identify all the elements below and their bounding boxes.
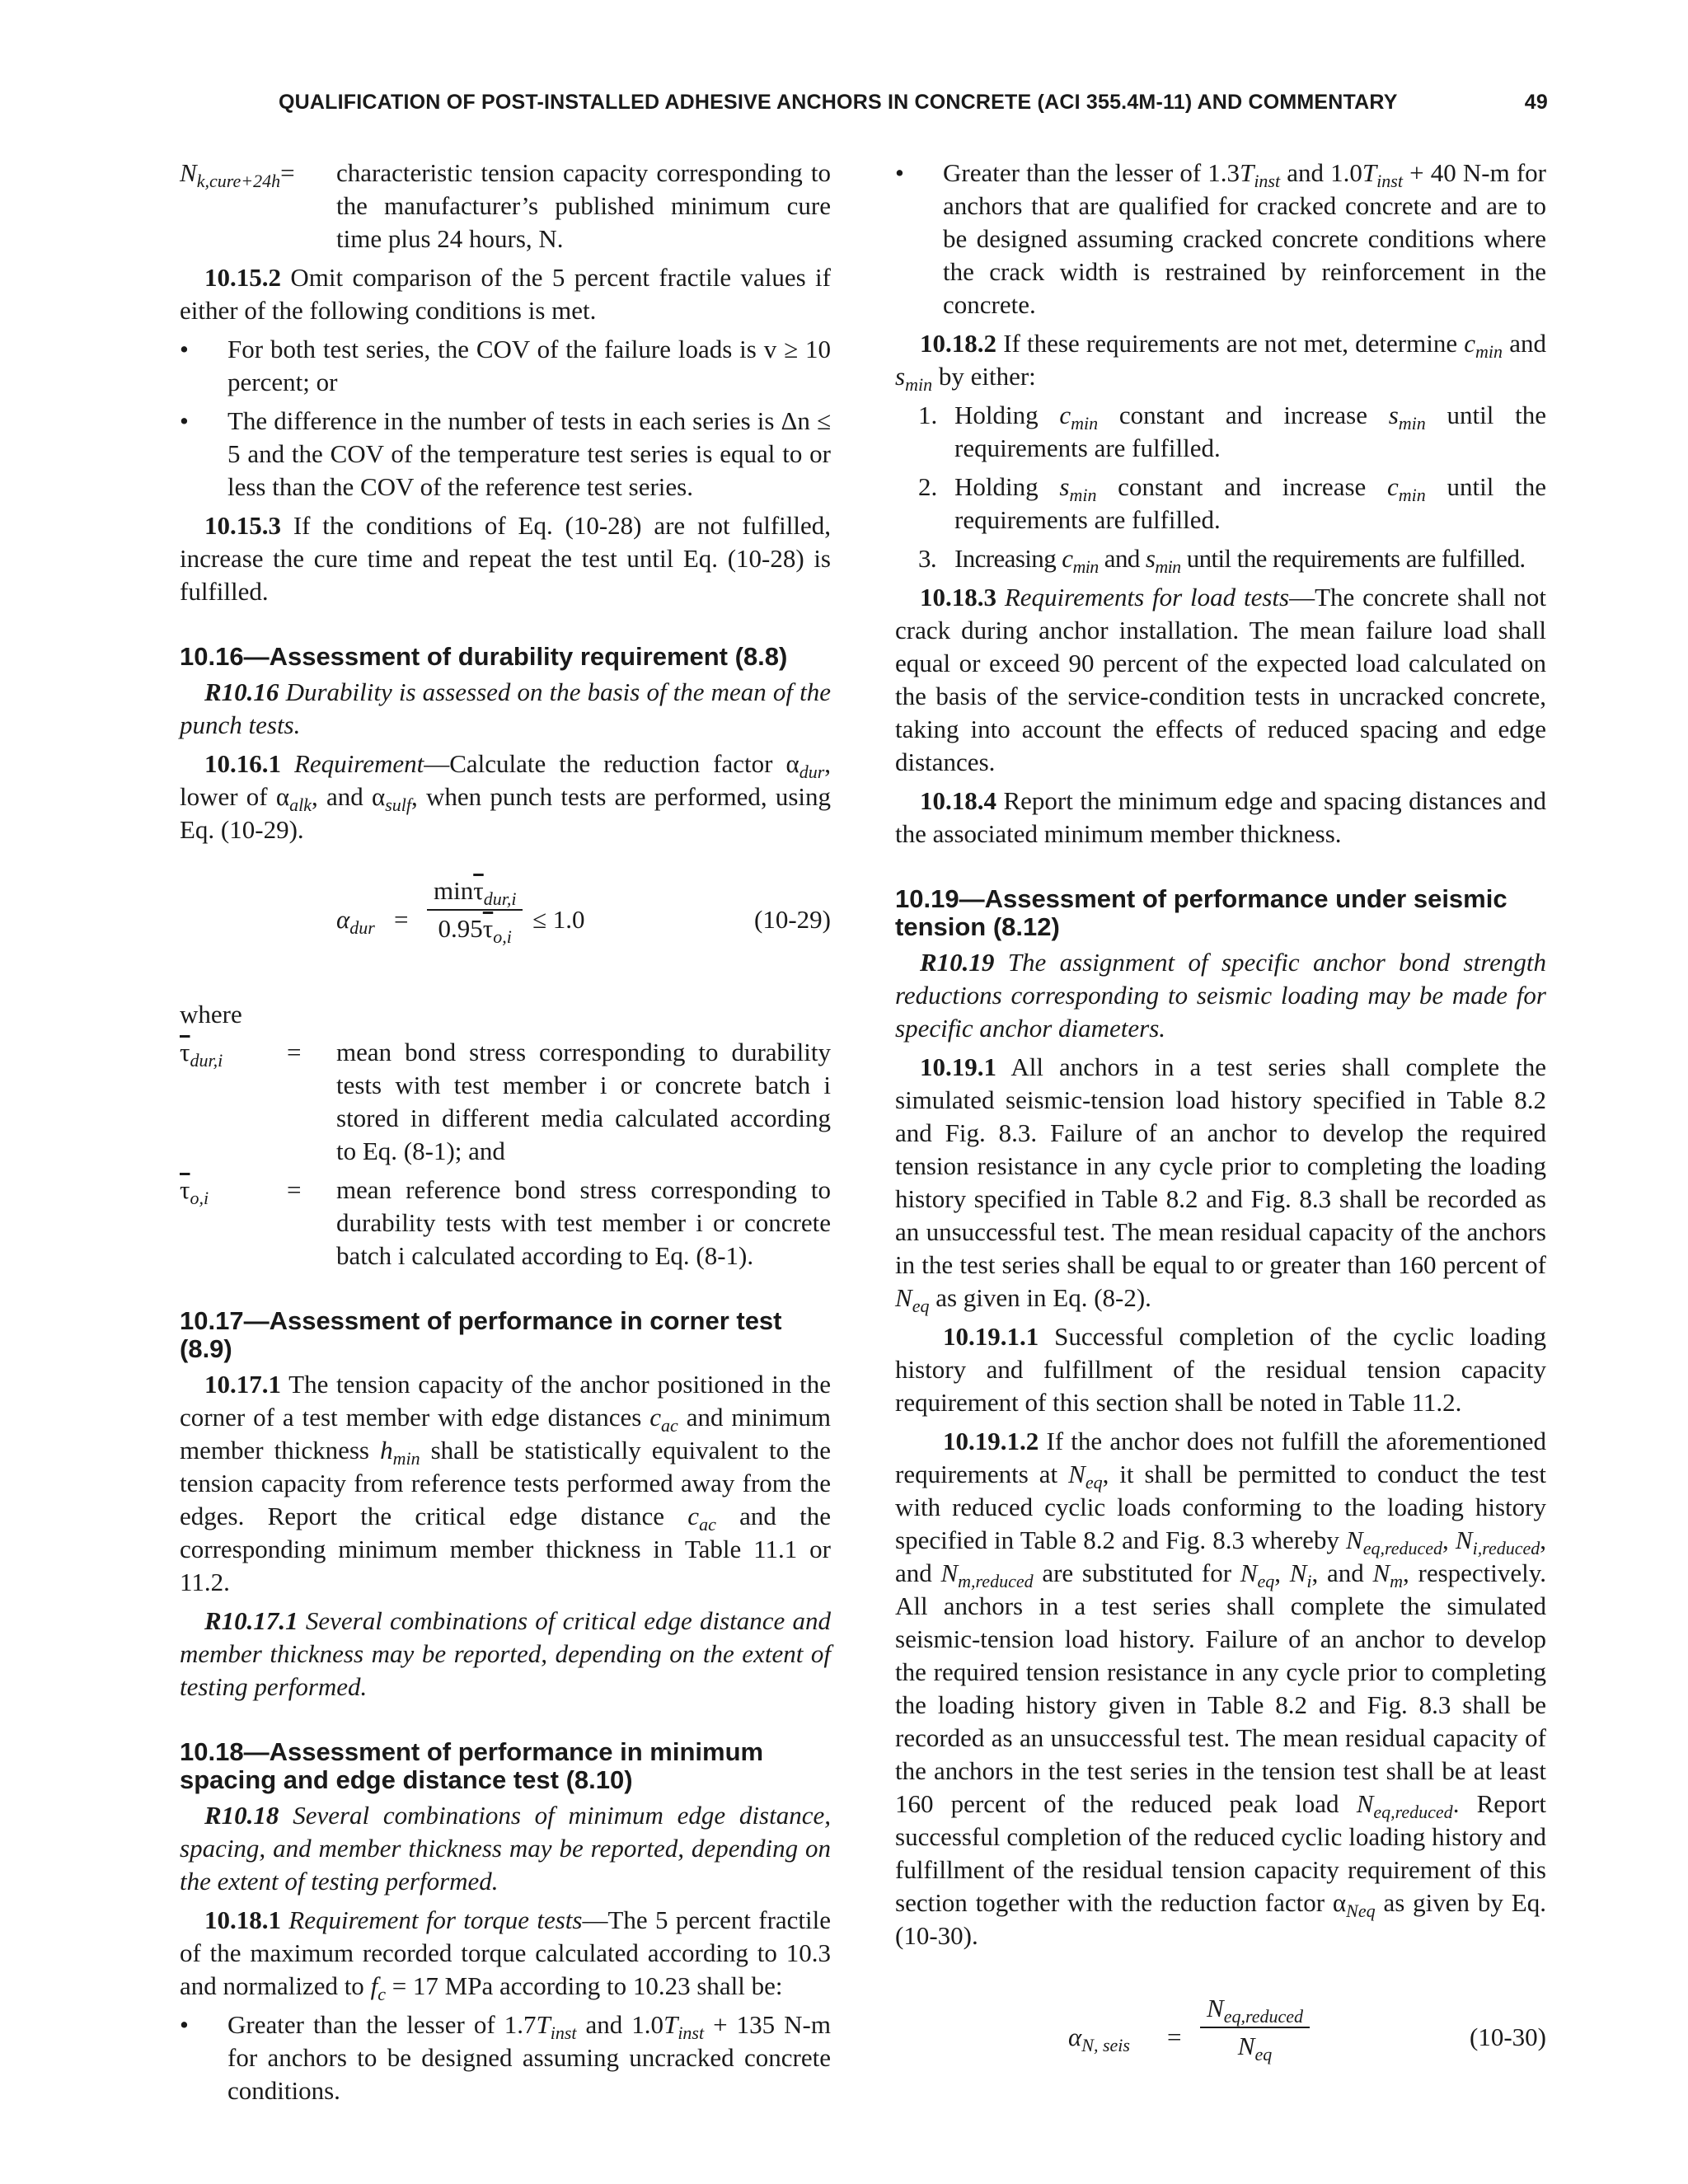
page-header (279, 91, 1548, 120)
section-10-18-3: 10.18.3 Requirements for load tests—The concrete shall not crack during anchor installation. The mean failure load shall equal or exceed 90 percent of the expected load calculated on the basis of the service-condition tests in uncracked concrete, taking into account the effects of reduced spacing and edge distances. (895, 583, 1546, 776)
section-10-15-3: 10.15.3 If the conditions of Eq. (10-28) are not fulfilled, increase the cure time and repeat the test until Eq. (10-28) is fulfilled. (180, 511, 831, 606)
equation-number: (10-29) (754, 905, 831, 934)
definition-tau-o: $\overline{\tau}_{o,i}$ = mean reference bond stress corresponding to durability tests with test member i or concrete batch i calculated according to Eq. (8-1). (180, 1175, 831, 1270)
section-10-16-1: 10.16.1 Requirement—Calculate the reduction factor $\alpha_{dur}$, lower of $\alpha_{alk}$, and $\alpha_{sulf}$, when punch tests are performed, using Eq. (10-29). (180, 749, 832, 844)
section-10-15-2: 10.15.2 Omit comparison of the 5 percent fractile values if either of the following conditions is met. (180, 263, 831, 325)
commentary-r10-17-1: R10.17.1 Several combinations of critical edge distance and member thickness may be reported, depending on the extent of testing performed. (180, 1606, 832, 1701)
definition-nk-cure (180, 157, 831, 255)
bullet-item: • Greater than the lesser of $1.3T_{inst}$ and $1.0T_{inst} + 40$ N-m for anchors that are qualified for cracked concrete and are to be designed assuming cracked concrete conditions where the crack width is restrained by reinforcement in the concrete. (895, 158, 1547, 319)
heading-10-18: 10.18—Assessment of performance in minimum spacing and edge distance test (8.10) (180, 1737, 764, 1794)
section-10-19-1: 10.19.1 All anchors in a test series shall complete the simulated seismic-tension load history specified in Table 8.2 and Fig. 8.3. Failure of an anchor to develop the required tension resistance in any cycle prior to completing the loading history specified in Table 8.2 and Fig. 8.3 shall be recorded as an unsuccessful test. The mean residual capacity of the anchors in the test series shall be equal to or greater than 160 percent of $N_{eq}$ as given in Eq. (8-2). (895, 1052, 1546, 1316)
list-item: 1. Holding $c_{min}$ constant and increase $s_{min}$ until the requirements are fulfilled. (918, 401, 1546, 462)
equation-fraction: $\min\overline{\tau}_{dur,i}$ $0.95\overline{\tau}_{o,i}$ (427, 874, 523, 945)
heading-10-17: 10.17—Assessment of performance in corner test (8.9) (180, 1306, 782, 1363)
section-10-19-1-1: 10.19.1.1 Successful completion of the cyclic loading history and fulfillment of the residual tension capacity requirement of this section shall be noted in Table 11.2. (895, 1322, 1546, 1417)
section-10-18-2: 10.18.2 If these requirements are not met, determine $c_{min}$ and $s_{min}$ by either: (895, 329, 1546, 395)
section-10-18-1: 10.18.1 Requirement for torque tests—The 5 percent fractile of the maximum recorded torque calculated according to 10.3 and normalized to $f_c = 17$ MPa according to 10.23 shall be: (180, 1905, 832, 2004)
heading-10-19: 10.19—Assessment of performance under seismic tension (8.12) (895, 884, 1507, 941)
right-column (895, 157, 1546, 2099)
heading-10-16: 10.16—Assessment of durability requirement (8.8) (180, 642, 788, 671)
where-label: where (180, 1000, 242, 1029)
definition-symbol: $N_{k,cure+24h}=$ (180, 158, 295, 191)
running-title: QUALIFICATION OF POST-INSTALLED ADHESIVE ANCHORS IN CONCRETE (ACI 355.4M-11) AND COMMENTARY (279, 91, 1398, 114)
list-item: 2. Holding $s_{min}$ constant and increase $c_{min}$ until the requirements are fulfilled. (918, 472, 1546, 534)
bullet-item: • The difference in the number of tests in each series is Δn ≤ 5 and the COV of the temperature test series is equal to or less than the COV of the reference test series. (180, 406, 831, 501)
definition-text: characteristic tension capacity corresponding to the manufacturer’s published minimum cure time plus 24 hours, N. (336, 158, 831, 253)
left-column (180, 157, 831, 2113)
equation-10-29: $\alpha_{dur}$ = $\min\overline{\tau}_{dur,i}$ $0.95\overline{\tau}_{o,i}$ ≤ 1.0 (10-29) (336, 876, 831, 947)
bullet-item: • For both test series, the COV of the failure loads is v ≥ 10 percent; or (180, 335, 831, 396)
equation-number: (10-30) (1470, 2022, 1546, 2051)
definition-tau-dur: $\overline{\tau}_{dur,i}$ = mean bond stress corresponding to durability tests with test member i or concrete batch i stored in different media calculated according to Eq. (8-1); and (180, 1038, 831, 1165)
list-item: 3. Increasing $c_{min}$ and $s_{min}$ until the requirements are fulfilled. (918, 544, 1526, 577)
equation-10-30: $\alpha_{N, seis}$ = $N_{eq,reduced}$ $N_{eq}$ (10-30) (1068, 1994, 1546, 2064)
equation-fraction: $N_{eq,reduced}$ $N_{eq}$ (1200, 1992, 1310, 2063)
bullet-item: • Greater than the lesser of $1.7T_{inst}$ and $1.0T_{inst} + 135$ N-m for anchors to be designed assuming uncracked concrete conditions. (180, 2010, 831, 2105)
section-10-19-1-2: 10.19.1.2 If the anchor does not fulfill the aforementioned requirements at $N_{eq}$, it shall be permitted to conduct the test with reduced cyclic loads conforming to the loading history specified in Table 8.2 and Fig. 8.3 whereby $N_{eq,reduced}$, $N_{i,reduced}$, and $N_{m,reduced}$ are substituted for $N_{eq}$, $N_i$, and $N_m$, respectively. All anchors in a test series shall complete the simulated seismic-tension load history. Failure of an anchor to develop the required tension resistance in any cycle prior to completing the loading history given in Table 8.2 and Fig. 8.3 shall be recorded as an unsuccessful test. The mean residual capacity of the anchors in the test series in the tension test shall be at least 160 percent of the reduced peak load $N_{eq,reduced}$. Report successful completion of the reduced cyclic loading history and fulfillment of the residual tension capacity requirement of this section together with the reduction factor $\alpha_{Neq}$ as given by Eq. (10-30). (895, 1427, 1547, 1950)
commentary-r10-18: R10.18 Several combinations of minimum edge distance, spacing, and member thickness may be reported, depending on the extent of testing performed. (180, 1801, 831, 1896)
section-10-18-4: 10.18.4 Report the minimum edge and spacing distances and the associated minimum member thickness. (895, 786, 1547, 848)
section-10-17-1: 10.17.1 The tension capacity of the anchor positioned in the corner of a test member with edge distances $c_{ac}$ and minimum member thickness $h_{min}$ shall be statistically equivalent to the tension capacity from reference tests performed away from the edges. Report the critical edge distance $c_{ac}$ and the corresponding minimum member thickness in Table 11.1 or 11.2. (180, 1370, 831, 1596)
commentary-r10-16: R10.16 Durability is assessed on the basis of the mean of the punch tests. (180, 677, 832, 739)
commentary-r10-19: R10.19 The assignment of specific anchor bond strength reductions corresponding to seismic loading may be made for specific anchor diameters. (895, 948, 1546, 1043)
page-number: 49 (1524, 91, 1548, 114)
